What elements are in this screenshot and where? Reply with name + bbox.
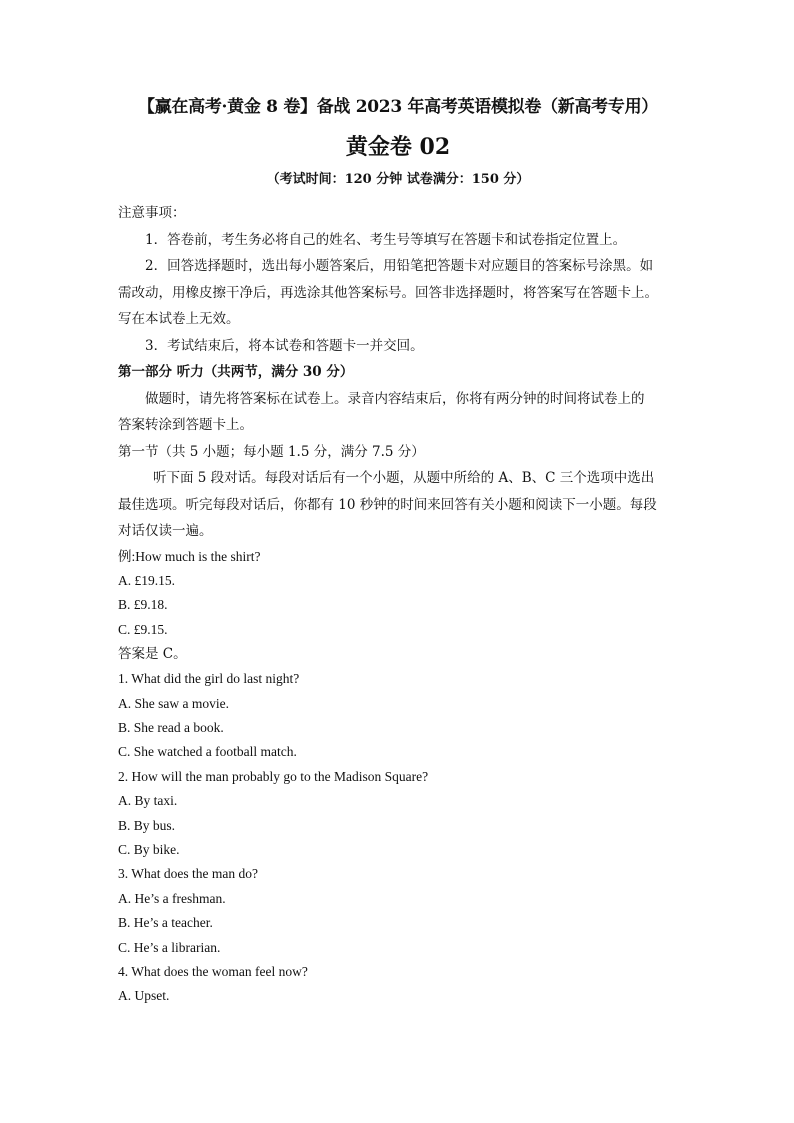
question-list — [118, 667, 678, 1009]
notice-item-2-line-1: 2．回答选择题时，选出每小题答案后，用铅笔把答题卡对应题目的答案标号涂黑。如 — [145, 258, 654, 274]
part-1-intro-line-1: 做题时，请先将答案标在试卷上。录音内容结束后，你将有两分钟的时间将试卷上的 — [145, 390, 645, 407]
example-option: B. £9.18. — [118, 597, 168, 613]
part-1-heading: 第一部分 听力（共两节，满分 30 分） — [118, 364, 354, 380]
example-option: C. £9.15. — [118, 621, 168, 637]
section-1-heading: 第一节（共 5 小题；每小题 1.5 分，满分 7.5 分） — [118, 443, 425, 460]
question-option: A. She saw a movie. — [118, 695, 229, 711]
question-text: 3. What does the man do? — [118, 866, 258, 882]
notice-item-2-line-3: 写在本试卷上无效。 — [118, 311, 240, 327]
exam-info: （考试时间：120 分钟 试卷满分：150 分） — [266, 172, 530, 187]
question-option: B. He’s a teacher. — [118, 915, 213, 931]
question-option: A. Upset. — [118, 988, 170, 1004]
question-option: A. He’s a freshman. — [118, 890, 226, 906]
notice-item-2-line-2: 需改动，用橡皮擦干净后，再选涂其他答案标号。回答非选择题时，将答案写在答题卡上。 — [118, 284, 658, 301]
example-question: 例:How much is the shirt? — [118, 548, 261, 564]
question-option: C. He’s a librarian. — [118, 939, 221, 955]
question-text: 1. What did the girl do last night? — [118, 671, 300, 687]
notice-item-3: 3．考试结束后，将本试卷和答题卡一并交回。 — [145, 337, 424, 354]
notice-heading: 注意事项： — [118, 205, 186, 221]
section-1-line-2: 最佳选项。听完每段对话后，你都有 10 秒钟的时间来回答有关小题和阅读下一小题。每段 — [118, 496, 657, 513]
example-option: A. £19.15. — [118, 572, 175, 588]
part-1-intro-line-2: 答案转涂到答题卡上。 — [118, 417, 253, 433]
question-text: 2. How will the man probably go to the Madison Square? — [118, 768, 429, 784]
exam-subtitle: 黄金卷 02 — [345, 134, 451, 160]
exam-title: 【赢在高考·黄金 8 卷】备战 2023 年高考英语模拟卷（新高考专用） — [138, 97, 658, 117]
example-block — [118, 545, 678, 668]
question-option: B. By bus. — [118, 817, 176, 833]
part-1-section — [118, 359, 678, 545]
example-answer: 答案是 C。 — [118, 646, 187, 663]
section-1-line-1: 听下面 5 段对话。每段对话后有一个小题，从题中所给的 A、B、C 三个选项中选出 — [153, 470, 655, 486]
question-option: A. By taxi. — [118, 793, 178, 809]
question-option: C. By bike. — [118, 841, 180, 857]
question-text: 4. What does the woman feel now? — [118, 964, 308, 979]
notice-item-1: 1．答卷前，考生务必将自己的姓名、考生号等填写在答题卡和试卷指定位置上。 — [145, 231, 627, 248]
question-option: B. She read a book. — [118, 719, 224, 735]
notice-section — [118, 200, 678, 359]
section-1-line-3: 对话仅读一遍。 — [118, 523, 213, 539]
question-option: C. She watched a football match. — [118, 744, 297, 760]
